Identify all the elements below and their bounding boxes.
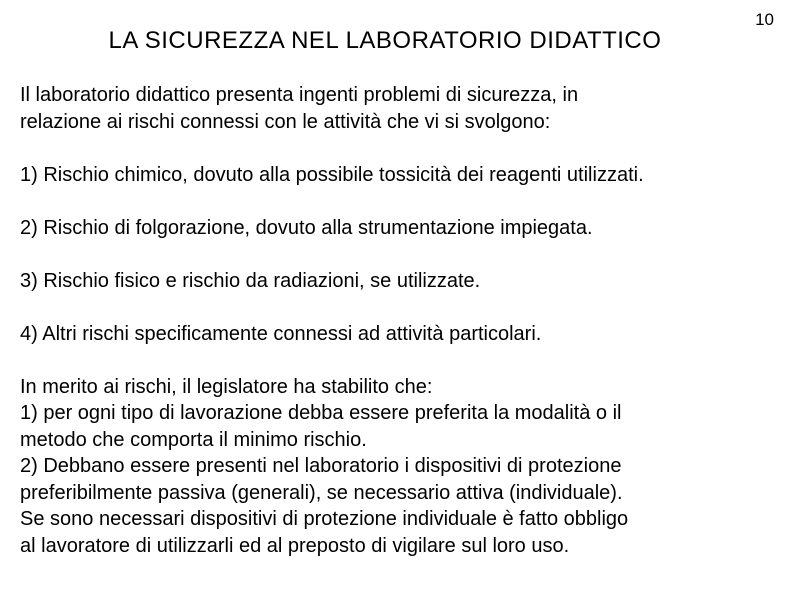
intro-line: Il laboratorio didattico presenta ingenti problemi di sicurezza, in: [20, 84, 579, 106]
page-number: 10: [755, 10, 774, 29]
spacer: [20, 241, 790, 268]
risk-item-electrocution: 2) Rischio di folgorazione, dovuto alla strumentazione impiegata.: [20, 216, 593, 239]
legislation-line: 1) per ogni tipo di lavorazione debba essere preferita la modalità o il: [20, 402, 622, 424]
spacer: [20, 294, 790, 321]
spacer: [20, 188, 790, 215]
spacer: [20, 347, 790, 374]
legislation-line: al lavoratore di utilizzarli ed al preposto di vigilare sul loro uso.: [20, 534, 570, 557]
spacer: [20, 135, 790, 162]
risk-item-physical: 3) Rischio fisico e rischio da radiazioni, se utilizzate.: [20, 269, 481, 292]
risk-item-other: 4) Altri rischi specificamente connessi ad attività particolari.: [20, 322, 542, 345]
legislation-line: preferibilmente passiva (generali), se necessario attiva (individuale).: [20, 481, 623, 504]
intro-line: relazione ai rischi connessi con le attività che vi si svolgono:: [20, 110, 551, 133]
legislation-line: In merito ai rischi, il legislatore ha stabilito che:: [20, 375, 433, 398]
risk-item-chemical: 1) Rischio chimico, dovuto alla possibile tossicità dei reagenti utilizzati.: [20, 163, 644, 186]
legislation-line: Se sono necessari dispositivi di protezione individuale è fatto obbligo: [20, 508, 629, 530]
legislation-line: metodo che comporta il minimo rischio.: [20, 428, 367, 451]
page-title: LA SICUREZZA NEL LABORATORIO DIDATTICO: [108, 27, 662, 54]
legislation-line: 2) Debbano essere presenti nel laboratorio i dispositivi di protezione: [20, 455, 622, 477]
slide-body: [20, 82, 790, 559]
